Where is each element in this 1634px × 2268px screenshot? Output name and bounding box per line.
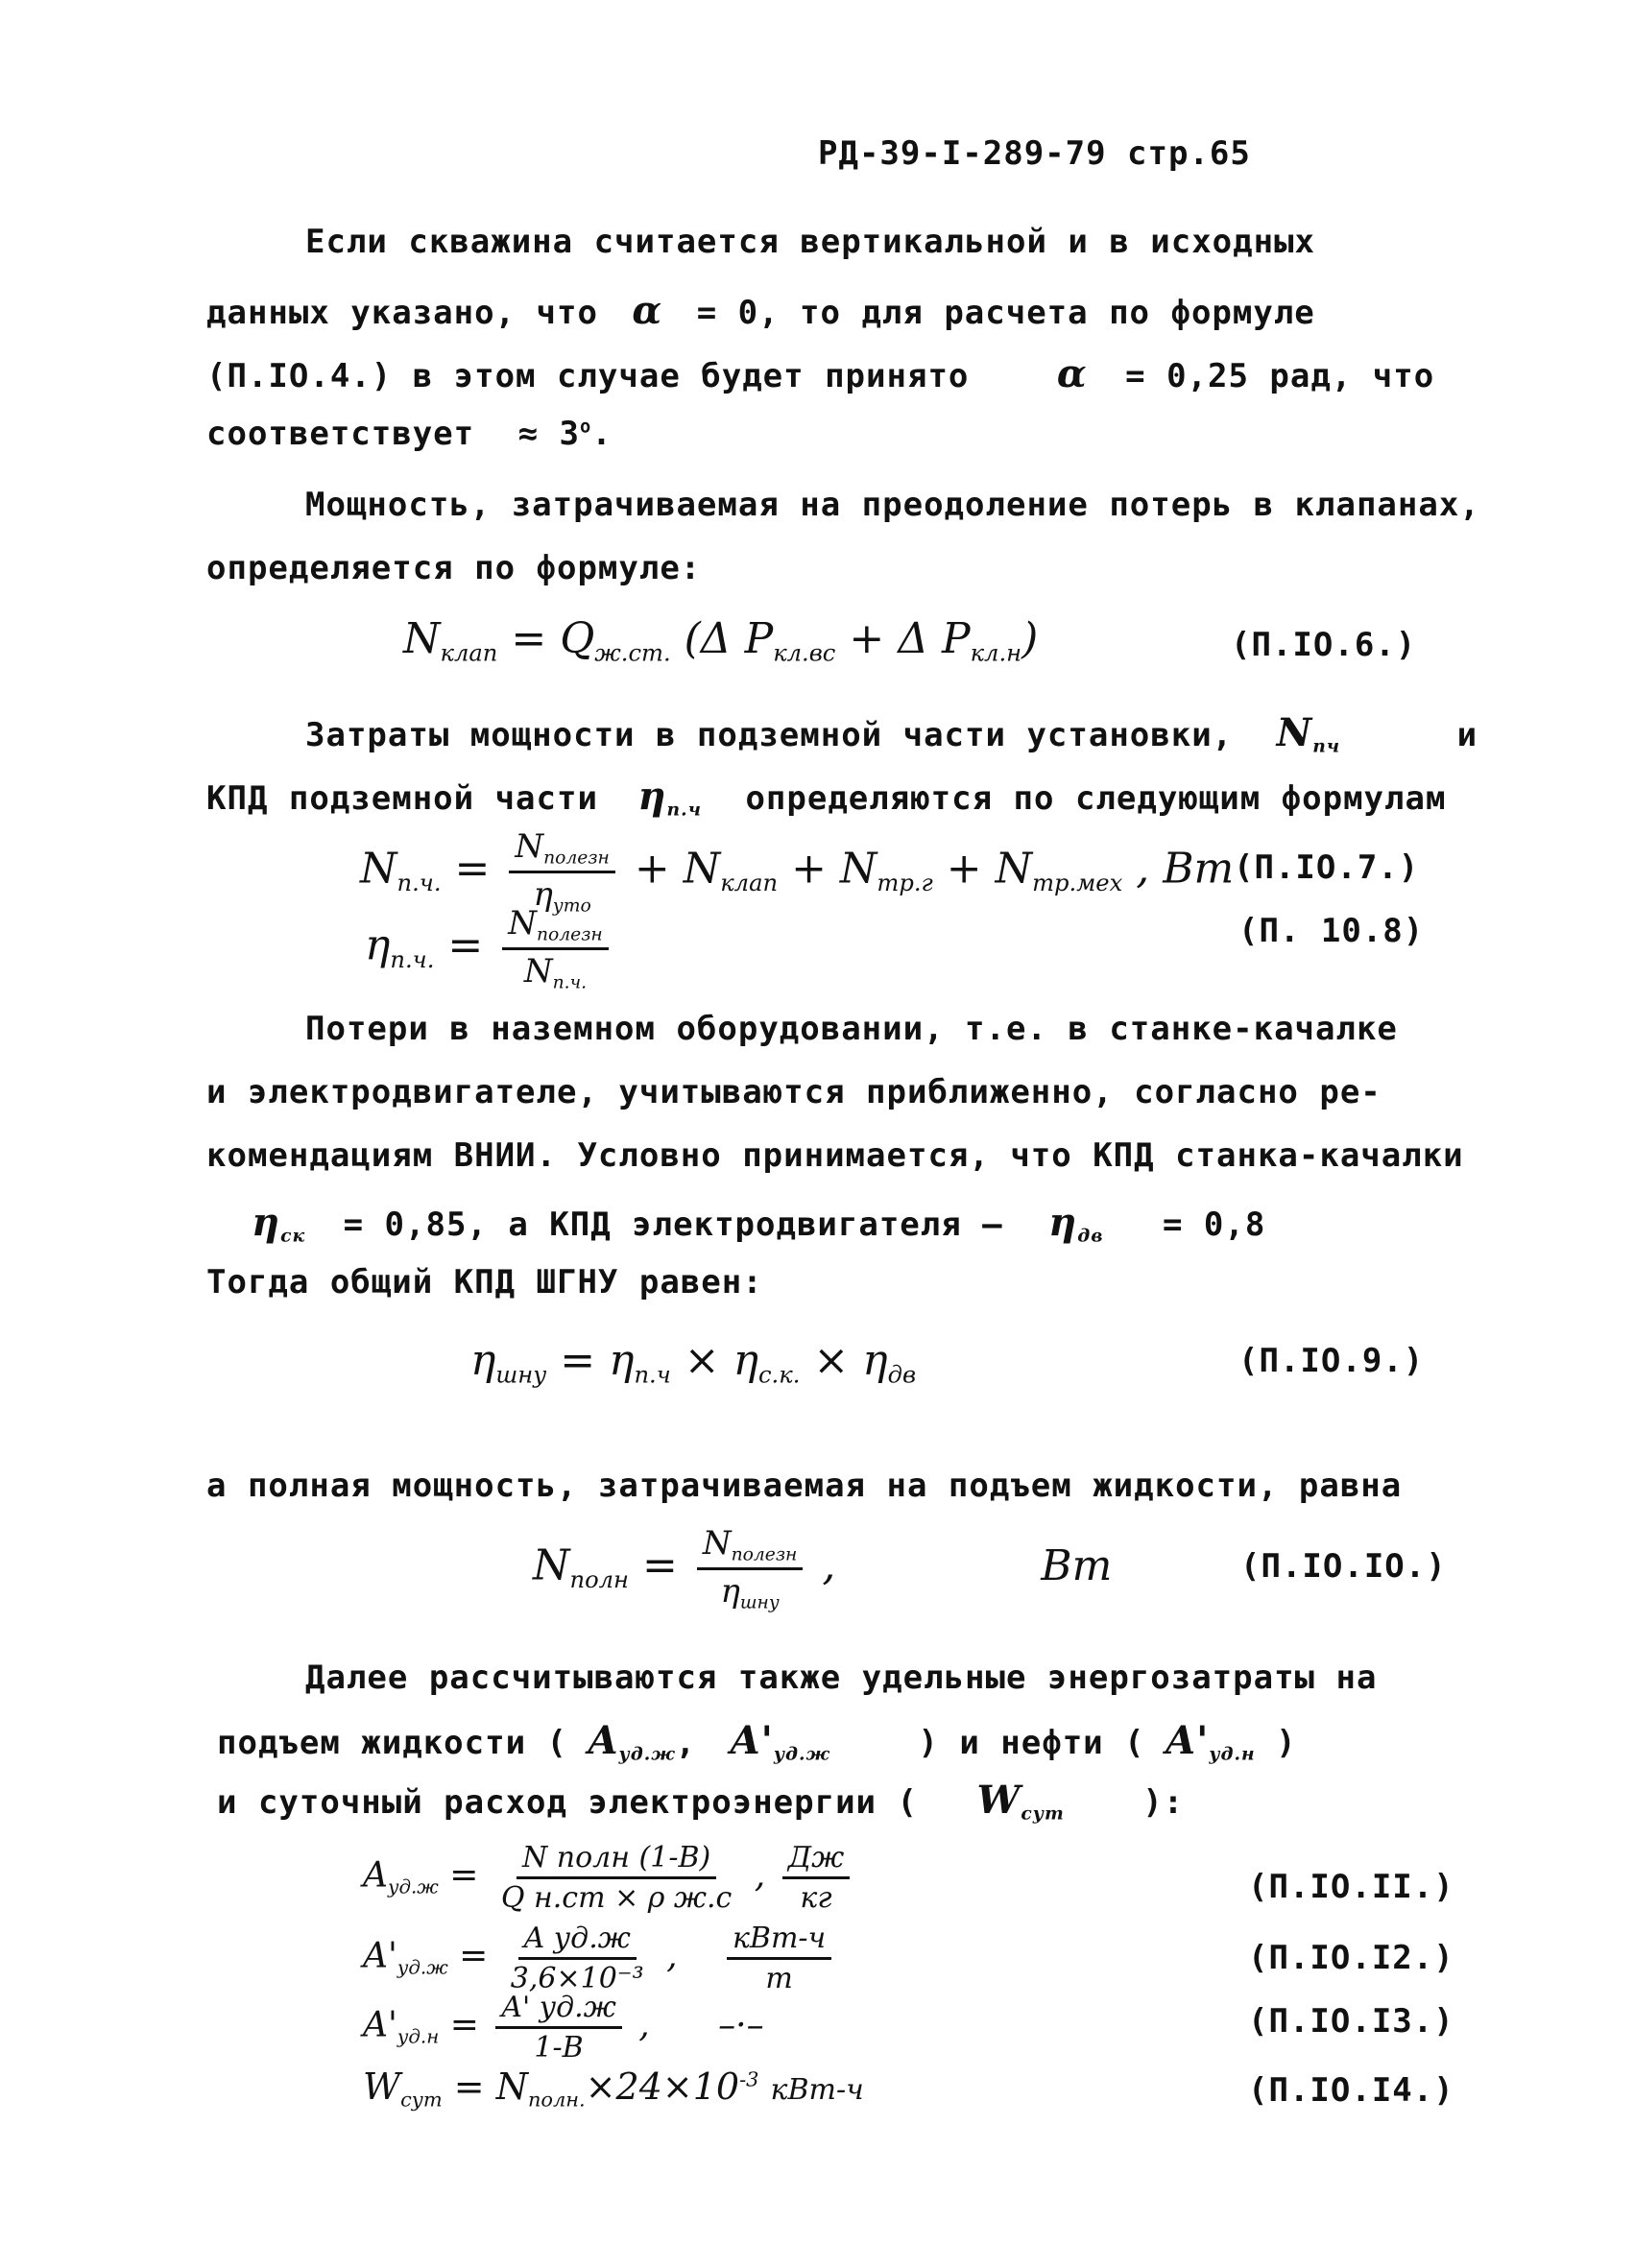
eq-number-10: (П.IO.IO.) <box>1240 1547 1447 1586</box>
para2-line1: Мощность, затрачиваемая на преодоление потерь в клапанах, <box>305 486 1480 524</box>
formula-p10-11: $A_{уд.ж}$ = $\frac{\text{N полн (1-B)}}{\text{Q н.ст × ρ ж.с}}$ , $\frac{Дж}{кг}$ <box>363 1841 855 1915</box>
eq-number-9: (П.IO.9.) <box>1238 1342 1425 1380</box>
para4-line5: Тогда общий КПД ШГНУ равен: <box>206 1263 763 1301</box>
para2-line2: определяется по формуле: <box>206 549 702 587</box>
para6-line3: и суточный расход электроэнергии ( $W_{сут}$ ): <box>217 1778 1185 1825</box>
para4-line3: комендациям ВНИИ. Условно принимается, что КПД станка-качалки <box>206 1136 1464 1175</box>
alpha-symbol: α <box>632 288 663 333</box>
para4-line2: и электродвигателе, учитываются приближенно, согласно ре- <box>206 1073 1382 1111</box>
document-header: РД-39-I-289-79 стр.65 <box>818 134 1251 173</box>
para4-line4: $\eta_{ск} = 0,85$, а КПД электродвигателя – $\eta_{дв} = 0,8$ <box>252 1200 1266 1247</box>
eq-number-6: (П.IO.6.) <box>1231 626 1417 664</box>
eq-number-14: (П.IO.I4.) <box>1248 2071 1454 2110</box>
eq-number-11: (П.IO.II.) <box>1248 1868 1454 1906</box>
alpha-symbol: α <box>1056 351 1088 396</box>
para3-line1: Затраты мощности в подземной части установки, $N_{пч}$ и <box>305 710 1478 757</box>
para5-line1: а полная мощность, затрачиваемая на подъем жидкости, равна <box>206 1467 1403 1505</box>
eq-number-13: (П.IO.I3.) <box>1248 2002 1454 2041</box>
para1-line2: данных указано, что α = 0, то для расчета по формуле <box>206 288 1315 333</box>
para1-line3: (П.IO.4.) в этом случае будет принято α = 0,25 рад, что <box>206 351 1435 396</box>
para4-line1: Потери в наземном оборудовании, т.е. в станке-качалке <box>305 1010 1398 1048</box>
formula-p10-12: $A'_{уд.ж}$ = $\frac{\text{A уд.ж}}{\text{3,6×10⁻³}}$ , $\frac{\text{кВт-ч}}{т}$ <box>363 1922 837 1995</box>
para1-line1: Если скважина считается вертикальной и в исходных <box>305 223 1316 261</box>
formula-p10-13: $A'_{уд.н}$ = $\frac{A' уд.ж}{1-B}$ , –·– <box>363 1991 764 2065</box>
eq-number-12: (П.IO.I2.) <box>1248 1939 1454 1977</box>
para1-line4: соответствует ≈ $3^o$. <box>206 415 613 453</box>
formula-p10-10: $N_{полн}$ = $\frac{N_{полезн}}{\eta_{шну}}$ , Вт <box>533 1524 1113 1613</box>
formula-p10-7: $N_{п.ч.}$ = $\frac{N_{полезн}}{\eta_{уто}}$ + $N_{клап} + N_{тр.г} + N_{тр.мех}$ , Вт <box>360 827 1235 917</box>
eq-number-8: (П. 10.8) <box>1238 912 1425 950</box>
formula-p10-14: $W_{сут} = N_{полн.}\times 24\times 10^{-3}$ кВт-ч <box>363 2065 864 2112</box>
para6-line2: подъем жидкости ( $A_{уд.ж}$, $A'_{уд.ж}$ ) и нефти ( $A'_{уд.н}$ ) <box>217 1718 1297 1765</box>
para6-line1: Далее рассчитываются также удельные энергозатраты на <box>305 1659 1378 1697</box>
eq-number-7: (П.IO.7.) <box>1234 848 1420 887</box>
formula-p10-9: $\eta_{шну} = \eta_{п.ч} \times \eta_{с.к.} \times \eta_{дв}$ <box>470 1336 917 1389</box>
formula-p10-6: $N_{клап} = Q_{ж.ст.}$ (Δ $P_{кл.вс} + \Delta$ $P_{кл.н}$) <box>403 614 1039 667</box>
formula-p10-8: $\eta_{п.ч.}$ = $\frac{N_{полезн}}{N_{п.ч.}}$ <box>365 904 614 992</box>
para3-line2: КПД подземной части $\eta_{п.ч}$ определяются по следующим формулам <box>206 774 1447 821</box>
